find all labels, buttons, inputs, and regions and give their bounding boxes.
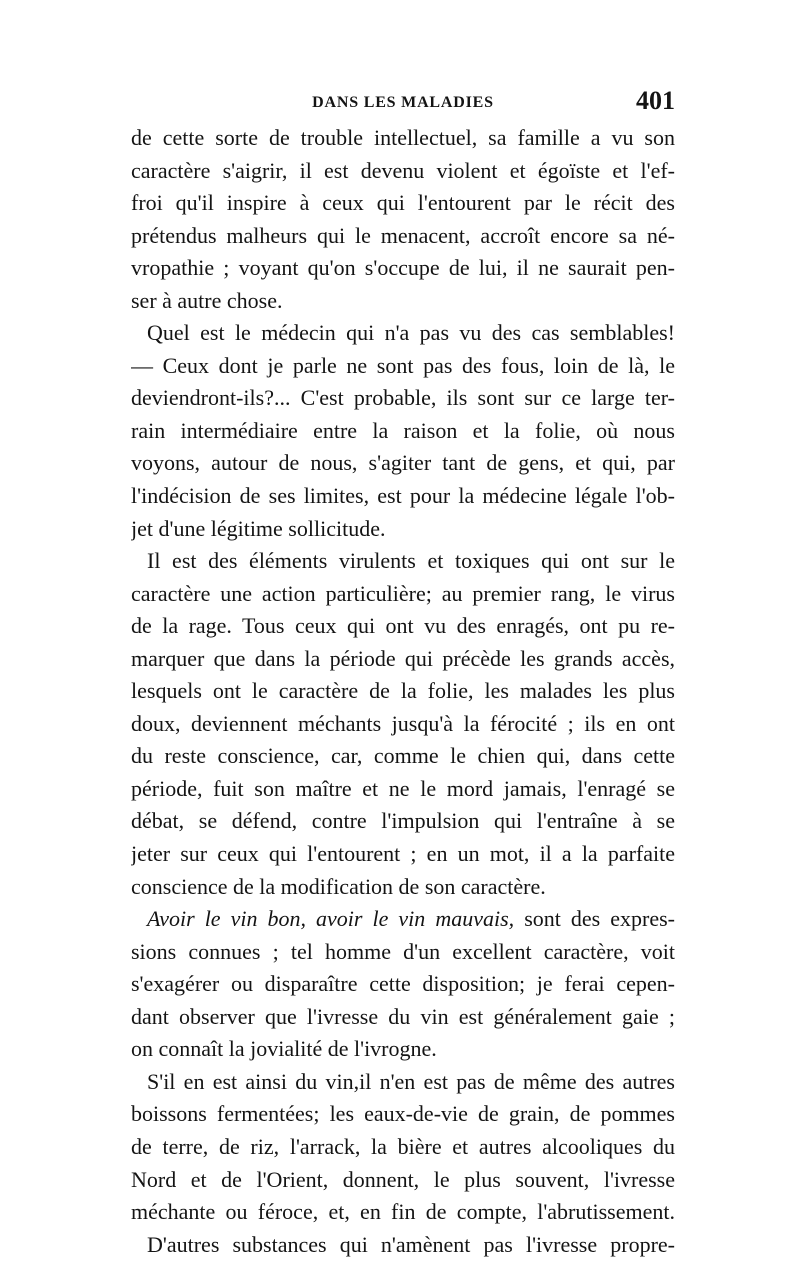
text-line — [131, 740, 675, 773]
line-text: voyons, autour de nous, s'agiter tant de gens, et qui, par — [131, 450, 675, 476]
running-head — [131, 86, 675, 122]
text-line — [131, 285, 675, 318]
line-text: ser à autre chose. — [131, 287, 283, 313]
text-line — [131, 708, 675, 741]
line-text: dant observer que l'ivresse du vin est généralement gaie ; — [131, 1003, 675, 1029]
line-text: doux, deviennent méchants jusqu'à la férocité ; ils en ont — [131, 710, 675, 736]
line-text: débat, se défend, contre l'impulsion qui l'entraîne à se — [131, 808, 675, 834]
text-line — [131, 838, 675, 871]
running-title: DANS LES MALADIES — [312, 94, 494, 111]
line-text: rain intermédiaire entre la raison et la folie, où nous — [131, 417, 675, 443]
text-line — [131, 1131, 675, 1164]
line-text: l'indécision de ses limites, est pour la médecine légale l'ob- — [131, 483, 675, 509]
text-line — [131, 545, 675, 578]
text-line — [131, 187, 675, 220]
line-text: froi qu'il inspire à ceux qui l'entourent par le récit des — [131, 190, 675, 216]
text-line — [131, 610, 675, 643]
line-text: sont des expres- — [514, 906, 675, 932]
line-text: Il est des éléments virulents et toxiques qui ont sur le — [147, 548, 675, 574]
line-text: s'exagérer ou disparaître cette disposition; je ferai cepen- — [131, 971, 675, 997]
line-text: de terre, de riz, l'arrack, la bière et autres alcooliques du — [131, 1133, 675, 1159]
line-text: boissons fermentées; les eaux-de-vie de grain, de pommes — [131, 1101, 675, 1127]
line-text: de cette sorte de trouble intellectuel, sa famille a vu son — [131, 125, 675, 150]
line-text: lesquels ont le caractère de la folie, les malades les plus — [131, 678, 675, 704]
line-text: jet d'une légitime sollicitude. — [131, 515, 386, 541]
line-text: Nord et de l'Orient, donnent, le plus souvent, l'ivresse — [131, 1166, 675, 1192]
line-text: D'autres substances qui n'amènent pas l'ivresse propre- — [147, 1231, 675, 1257]
text-line — [131, 968, 675, 1001]
line-text: prétendus malheurs qui le menacent, accroît encore sa né- — [131, 222, 675, 248]
text-line — [131, 903, 675, 936]
text-line — [131, 317, 675, 350]
line-text: période, fuit son maître et ne le mord jamais, l'enragé se — [131, 775, 675, 801]
line-text: S'il en est ainsi du vin,il n'en est pas de même des autres — [147, 1068, 675, 1094]
line-text: marquer que dans la période qui précède les grands accès, — [131, 645, 675, 671]
text-line — [131, 805, 675, 838]
text-line — [131, 773, 675, 806]
text-line — [131, 675, 675, 708]
text-line — [131, 513, 675, 546]
text-line — [131, 252, 675, 285]
line-text: vropathie ; voyant qu'on s'occupe de lui, il ne saurait pen- — [131, 255, 675, 281]
text-line — [131, 1001, 675, 1034]
line-text: méchante ou féroce, et, en fin de compte, l'abrutissement. — [131, 1199, 675, 1225]
line-text: caractère s'aigrir, il est devenu violent et égoïste et l'ef- — [131, 157, 675, 183]
text-line — [131, 578, 675, 611]
text-line — [131, 871, 675, 904]
text-line — [131, 447, 675, 480]
text-line — [131, 415, 675, 448]
line-text: de la rage. Tous ceux qui ont vu des enragés, ont pu re- — [131, 613, 675, 639]
page-number: 401 — [636, 86, 675, 115]
text-line — [131, 1229, 675, 1262]
text-line — [131, 643, 675, 676]
line-text: deviendront-ils?... C'est probable, ils sont sur ce large ter- — [131, 385, 675, 411]
line-text: Quel est le médecin qui n'a pas vu des cas semblables! — [147, 320, 675, 346]
line-text: conscience de la modification de son caractère. — [131, 873, 546, 899]
text-line — [131, 936, 675, 969]
text-line — [131, 1033, 675, 1066]
text-line — [131, 480, 675, 513]
body-text — [131, 122, 675, 1261]
line-text: sions connues ; tel homme d'un excellent caractère, voit — [131, 938, 675, 964]
text-line — [131, 122, 675, 155]
line-text: jeter sur ceux qui l'entourent ; en un mot, il a la parfaite — [131, 841, 675, 867]
text-line — [131, 1098, 675, 1131]
line-text: du reste conscience, car, comme le chien qui, dans cette — [131, 743, 675, 769]
text-line — [131, 382, 675, 415]
text-line — [131, 350, 675, 383]
line-text: caractère une action particulière; au premier rang, le virus — [131, 580, 675, 606]
line-text: — Ceux dont je parle ne sont pas des fous, loin de là, le — [131, 352, 675, 378]
text-line — [131, 1196, 675, 1229]
text-line — [131, 155, 675, 188]
line-text: on connaît la jovialité de l'ivrogne. — [131, 1036, 437, 1062]
text-line — [131, 1066, 675, 1099]
italic-phrase: Avoir le vin bon, avoir le vin mauvais, — [147, 906, 515, 932]
text-line — [131, 1164, 675, 1197]
text-line — [131, 220, 675, 253]
